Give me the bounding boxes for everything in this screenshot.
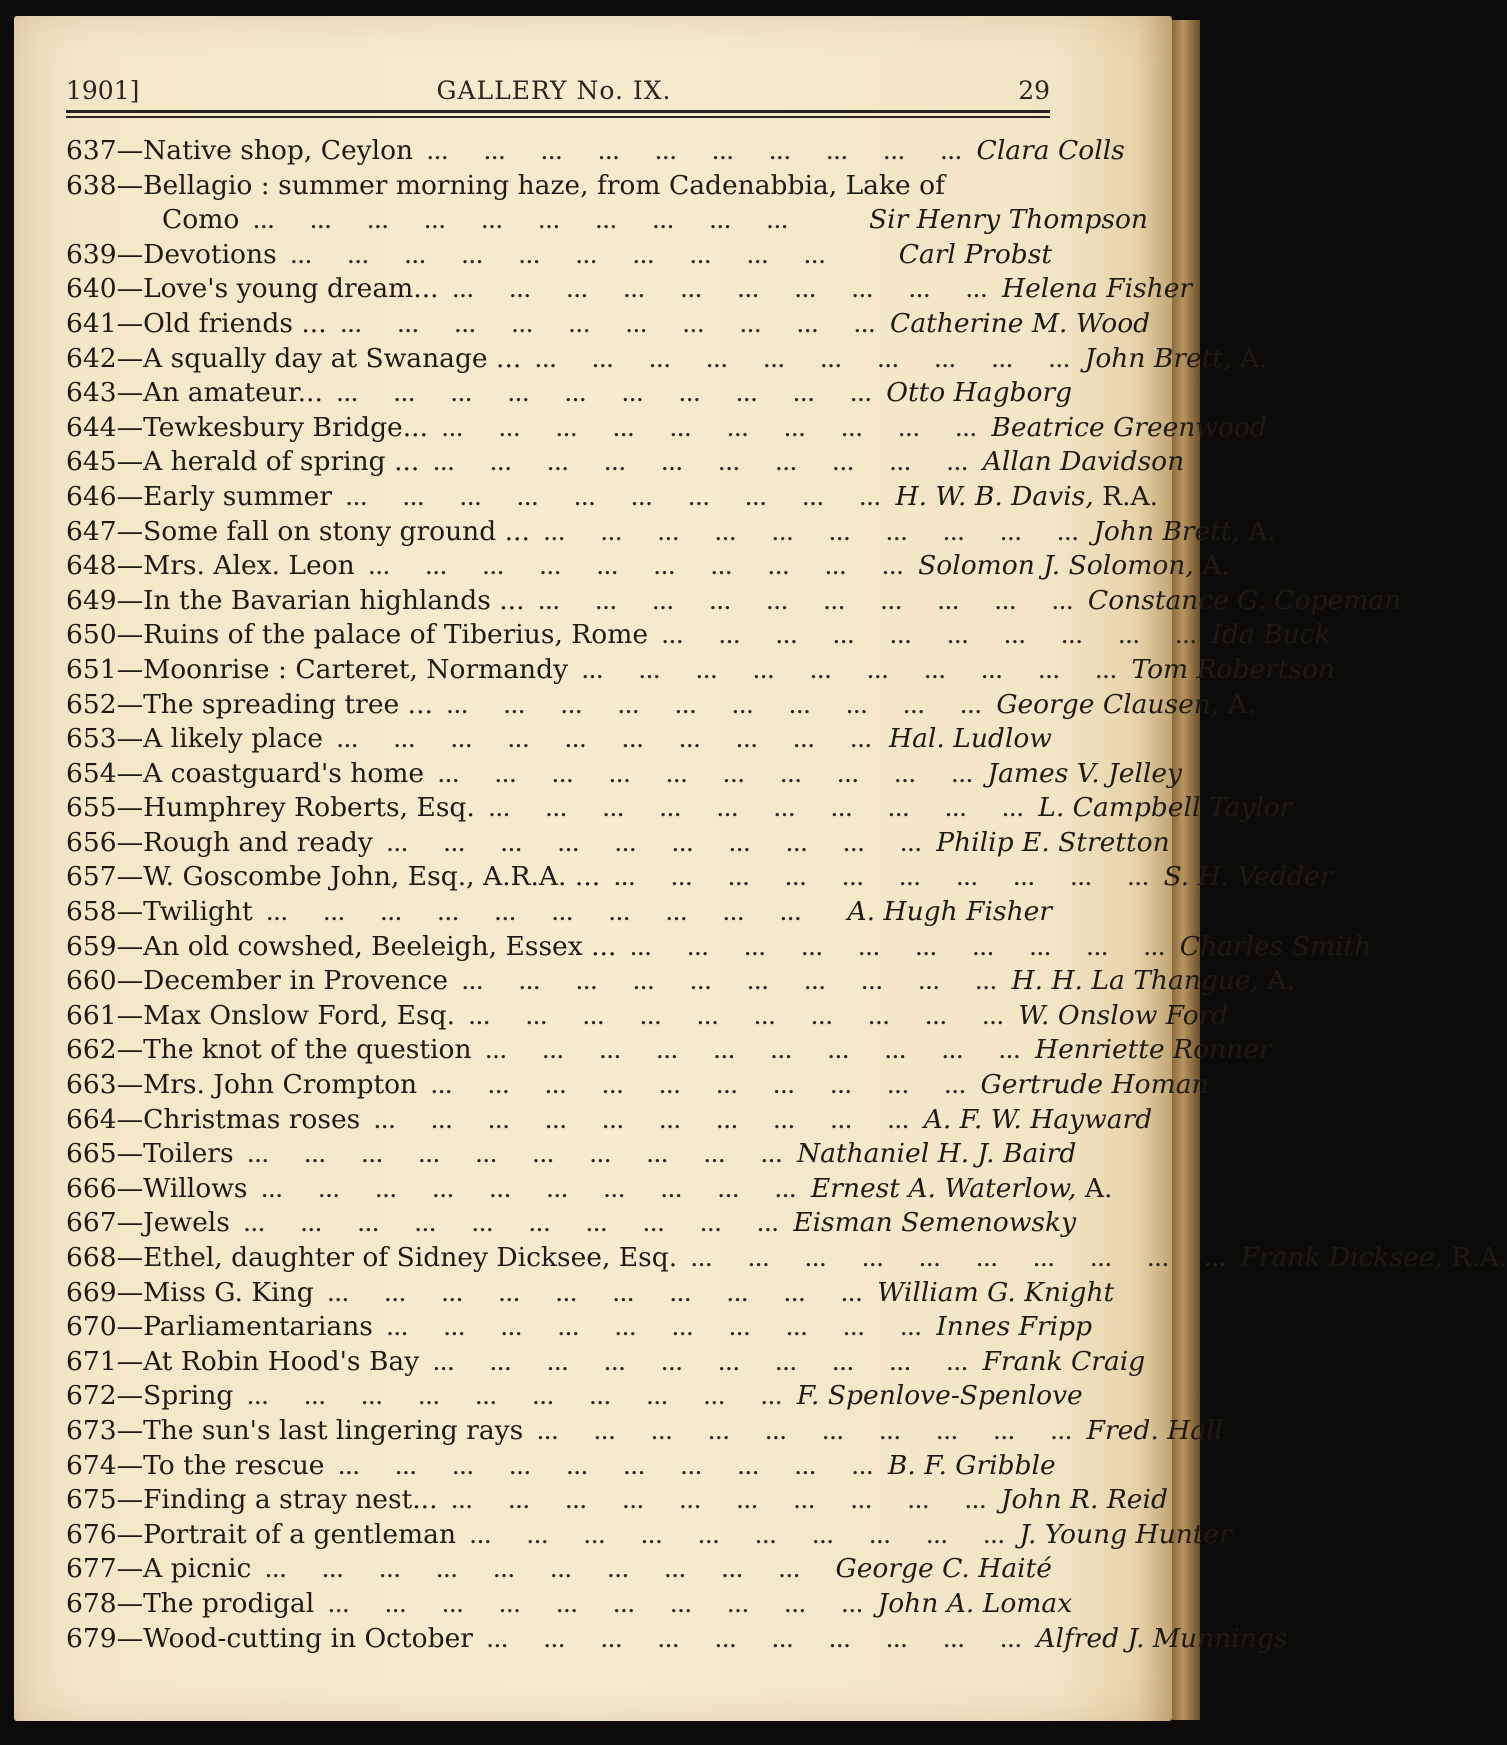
page-number: 29 xyxy=(1018,76,1050,105)
entry-title: 675—Finding a stray nest... xyxy=(66,1484,438,1516)
artist-name: Gertrude Homan xyxy=(980,1069,1209,1101)
artist-name: Alfred J. Munnings xyxy=(1036,1622,1288,1654)
entry-title: 653—A likely place xyxy=(66,723,323,755)
dot-leader: ... ... ... ... ... ... ... ... ... ... xyxy=(537,1422,1073,1444)
catalogue-entry xyxy=(66,861,1333,896)
catalogue-entry xyxy=(66,1518,1232,1554)
header-rule-thin xyxy=(66,116,1050,118)
artist-name: J. Young Hunter xyxy=(1019,1518,1232,1550)
catalogue-entry xyxy=(66,377,1073,412)
entry-artist xyxy=(1019,1519,1231,1550)
dot-leader: ... ... ... ... ... ... ... ... ... ... xyxy=(336,385,873,407)
entry-artist xyxy=(1018,1000,1228,1031)
catalogue-entry xyxy=(66,1587,1073,1623)
entry-title: 645—A herald of spring ... xyxy=(66,446,420,478)
catalogue-entry xyxy=(66,826,1170,862)
dot-leader: ... ... ... ... ... ... ... ... ... ... xyxy=(582,661,1118,683)
artist-name: B. F. Gribble xyxy=(887,1449,1056,1481)
catalogue-entry xyxy=(66,307,1151,343)
entry-title: 654—A coastguard's home xyxy=(66,757,425,789)
dot-leader: ... ... ... ... ... ... ... ... ... ... xyxy=(336,731,873,753)
artist-name: John Brett, xyxy=(1084,342,1232,374)
artist-name: H. W. B. Davis, xyxy=(895,480,1094,512)
entry-title: 678—The prodigal xyxy=(66,1587,315,1619)
entry-artist xyxy=(811,1173,1113,1204)
catalogue-entry xyxy=(66,792,1293,827)
entry-artist xyxy=(1087,1415,1223,1446)
entry-title: 648—Mrs. Alex. Leon xyxy=(66,550,355,582)
catalogue-entry xyxy=(66,273,1193,308)
dot-leader: ... ... ... ... ... ... ... ... ... ... xyxy=(438,765,974,787)
catalogue-entry xyxy=(66,135,1125,170)
entry-artist xyxy=(988,758,1183,789)
artist-name: Innes Fripp xyxy=(936,1311,1093,1343)
entry-title: 649—In the Bavarian highlands ... xyxy=(66,584,525,616)
entry-title: 674—To the rescue xyxy=(66,1449,325,1481)
entry-artist xyxy=(1038,792,1292,823)
catalogue-entry xyxy=(66,1207,1077,1242)
entry-artist xyxy=(836,1553,1052,1584)
catalogue-entry xyxy=(66,1380,1083,1415)
artist-name: Allan Davidson xyxy=(982,446,1185,478)
artist-name: A. Hugh Fisher xyxy=(847,896,1052,928)
entry-title: 660—December in Provence xyxy=(66,965,449,997)
entry-title: 673—The sun's last lingering rays xyxy=(66,1414,524,1446)
dot-leader: ... ... ... ... ... ... ... ... ... ... xyxy=(386,834,923,856)
entry-title: 668—Ethel, daughter of Sidney Dicksee, Esq. xyxy=(66,1242,678,1273)
entry-title: 666—Willows xyxy=(66,1172,248,1204)
artist-name: Philip E. Stretton xyxy=(936,826,1170,858)
entry-title: 643—An amateur... xyxy=(66,377,323,409)
catalogue-entry xyxy=(66,170,1052,205)
artist-name: L. Campbell Taylor xyxy=(1038,792,1293,824)
entry-artist xyxy=(1164,861,1333,892)
entry-title: 657—W. Goscombe John, Esq., A.R.A. ... xyxy=(66,861,601,893)
artist-name: Constance G. Copeman xyxy=(1087,584,1402,616)
entry-title: 663—Mrs. John Crompton xyxy=(66,1069,418,1101)
dot-leader: ... ... ... ... ... ... ... ... ... ... xyxy=(543,523,1080,545)
entry-title: 647—Some fall on stony ground ... xyxy=(66,515,530,547)
header-rule xyxy=(66,110,1050,113)
catalogue-entry xyxy=(66,584,1402,620)
entry-title: 672—Spring xyxy=(66,1380,234,1412)
artist-name: George C. Haité xyxy=(835,1553,1052,1585)
entry-artist xyxy=(996,689,1255,720)
artist-name: Nathaniel H. J. Baird xyxy=(796,1138,1077,1170)
header-year: 1901] xyxy=(66,76,140,105)
artist-name: H. H. La Thangue, xyxy=(1011,965,1259,997)
entry-title: 646—Early summer xyxy=(66,480,333,512)
catalogue-entry xyxy=(66,1449,1056,1485)
entry-artist xyxy=(899,239,1052,270)
catalogue-entry xyxy=(66,1311,1093,1346)
dot-leader: ... ... ... ... ... ... ... ... ... ... xyxy=(488,800,1025,822)
artist-name: Solomon J. Solomon, xyxy=(918,550,1194,582)
dot-leader: ... ... ... ... ... ... ... ... ... ... xyxy=(386,1319,923,1341)
artist-honour: A. xyxy=(1231,342,1268,374)
dot-leader: ... ... ... ... ... ... ... ... ... ... xyxy=(340,315,877,337)
dot-leader: ... ... ... ... ... ... ... ... ... ... xyxy=(266,904,803,926)
entry-artist xyxy=(983,446,1184,477)
entry-artist xyxy=(890,308,1150,339)
artist-name: Hal. Ludlow xyxy=(889,723,1052,755)
dot-leader: ... ... ... ... ... ... ... ... ... ... xyxy=(691,1250,1227,1271)
artist-name: Charles Smith xyxy=(1179,930,1372,962)
entry-title: 640—Love's young dream... xyxy=(66,273,439,305)
dot-leader: ... ... ... ... ... ... ... ... ... ... xyxy=(328,1595,864,1617)
entry-artist xyxy=(1093,516,1276,547)
catalogue-entry xyxy=(66,1034,1272,1069)
entry-title: 658—Twilight xyxy=(66,896,253,928)
artist-name: Catherine M. Wood xyxy=(890,307,1151,339)
artist-name: Eisman Semenowsky xyxy=(793,1207,1077,1239)
artist-name: Frank Craig xyxy=(982,1345,1146,1377)
entry-artist xyxy=(797,1138,1076,1169)
entry-artist xyxy=(1036,1623,1287,1654)
entry-artist xyxy=(797,1380,1083,1411)
artist-name: Ida Buck xyxy=(1211,619,1331,651)
catalogue-entry xyxy=(66,342,1268,378)
entry-title: 641—Old friends ... xyxy=(66,307,327,339)
artist-name: William G. Knight xyxy=(877,1276,1115,1308)
header-title: GALLERY No. IX. xyxy=(436,76,672,105)
artist-honour: R.A. xyxy=(1093,480,1159,512)
entry-artist xyxy=(1131,654,1335,685)
entry-title: 665—Toilers xyxy=(66,1138,234,1170)
dot-leader: ... ... ... ... ... ... ... ... ... ... xyxy=(265,1561,801,1583)
dot-leader: ... ... ... ... ... ... ... ... ... ... xyxy=(446,696,983,718)
entry-artist xyxy=(924,1104,1153,1135)
entry-title: 656—Rough and ready xyxy=(66,826,373,858)
entry-artist xyxy=(878,1588,1073,1619)
dot-leader: ... ... ... ... ... ... ... ... ... ... xyxy=(431,1077,967,1099)
dot-leader: ... ... ... ... ... ... ... ... ... ... xyxy=(470,1526,1006,1548)
artist-name: S. H. Vedder xyxy=(1163,861,1333,893)
entry-title: 638—Bellagio : summer morning haze, from Cadenabbia, Lake of xyxy=(66,169,945,201)
catalogue-entry xyxy=(66,999,1229,1035)
catalogue-entry xyxy=(66,1414,1224,1450)
entry-title: 677—A picnic xyxy=(66,1553,252,1585)
entry-artist xyxy=(991,412,1267,443)
dot-leader: ... ... ... ... ... ... ... ... ... ... xyxy=(346,488,882,510)
entry-artist xyxy=(981,1069,1209,1100)
entry-artist xyxy=(1035,1034,1271,1065)
entry-artist xyxy=(936,1311,1092,1342)
entry-artist xyxy=(889,723,1052,754)
entry-artist xyxy=(793,1207,1076,1238)
entry-title: 642—A squally day at Swanage ... xyxy=(66,342,522,374)
entry-title: 637—Native shop, Ceylon xyxy=(66,135,414,166)
catalogue-list xyxy=(66,135,1507,1657)
entry-artist xyxy=(886,377,1072,408)
catalogue-entry xyxy=(66,1138,1077,1173)
dot-leader: ... ... ... ... ... ... ... ... ... ... xyxy=(247,1146,783,1168)
artist-name: Frank Dicksee, xyxy=(1240,1242,1443,1273)
artist-honour: A. xyxy=(1258,965,1295,997)
catalogue-entry xyxy=(66,480,1159,516)
catalogue-entry xyxy=(66,930,1372,966)
dot-leader: ... ... ... ... ... ... ... ... ... ... xyxy=(433,1353,969,1375)
entry-artist xyxy=(1011,965,1294,996)
dot-leader: ... ... ... ... ... ... ... ... ... ... xyxy=(452,281,988,303)
entry-title: 664—Christmas roses xyxy=(66,1103,361,1135)
dot-leader: ... ... ... ... ... ... ... ... ... ... xyxy=(614,869,1150,891)
artist-name: Ernest A. Waterlow, xyxy=(810,1172,1077,1204)
artist-honour: A. xyxy=(1076,1172,1113,1204)
dot-leader: ... ... ... ... ... ... ... ... ... ... xyxy=(427,143,963,164)
artist-name: W. Onslow Ford xyxy=(1018,999,1229,1031)
entry-title: 669—Miss G. King xyxy=(66,1276,314,1308)
entry-title: 655—Humphrey Roberts, Esq. xyxy=(66,792,475,824)
dot-leader: ... ... ... ... ... ... ... ... ... ... xyxy=(462,973,998,995)
entry-title: 670—Parliamentarians xyxy=(66,1311,373,1343)
entry-title: 667—Jewels xyxy=(66,1207,230,1239)
entry-title: 644—Tewkesbury Bridge... xyxy=(66,411,428,443)
artist-name: Sir Henry Thompson xyxy=(868,204,1148,236)
entry-artist xyxy=(1241,1242,1507,1273)
entry-artist xyxy=(983,1346,1146,1377)
entry-artist xyxy=(848,896,1053,927)
entry-title: 651—Moonrise : Carteret, Normandy xyxy=(66,653,569,685)
artist-honour: A. xyxy=(1240,515,1276,547)
dot-leader: ... ... ... ... ... ... ... ... ... ... xyxy=(630,938,1166,960)
artist-name: John Brett, xyxy=(1093,515,1240,547)
dot-leader: ... ... ... ... ... ... ... ... ... ... xyxy=(247,1388,783,1410)
entry-title: 676—Portrait of a gentleman xyxy=(66,1518,457,1550)
dot-leader: ... ... ... ... ... ... ... ... ... ... xyxy=(368,558,905,580)
dot-leader: ... ... ... ... ... ... ... ... ... ... xyxy=(243,1215,780,1237)
catalogue-entry xyxy=(66,411,1267,447)
dot-leader: ... ... ... ... ... ... ... ... ... ... xyxy=(485,1042,1021,1064)
catalogue-entry xyxy=(66,653,1336,689)
catalogue-entry xyxy=(66,1069,1209,1104)
artist-name: F. Spenlove-Spenlove xyxy=(796,1380,1083,1412)
dot-leader: ... ... ... ... ... ... ... ... ... ... xyxy=(442,419,978,441)
dot-leader: ... ... ... ... ... ... ... ... ... ... xyxy=(327,1284,864,1306)
entry-artist xyxy=(888,1450,1056,1481)
entry-artist xyxy=(977,135,1125,166)
entry-artist xyxy=(1180,931,1371,962)
entry-artist xyxy=(895,481,1158,512)
dot-leader: ... ... ... ... ... ... ... ... ... ... xyxy=(338,1457,874,1479)
dot-leader: ... ... ... ... ... ... ... ... ... ... xyxy=(538,592,1074,614)
dot-leader: ... ... ... ... ... ... ... ... ... ... xyxy=(261,1180,797,1202)
entry-artist xyxy=(1001,1484,1168,1515)
catalogue-entry xyxy=(66,1484,1168,1519)
dot-leader: ... ... ... ... ... ... ... ... ... ... xyxy=(374,1111,910,1133)
dot-leader: ... ... ... ... ... ... ... ... ... ... xyxy=(535,350,1071,372)
artist-name: A. F. W. Hayward xyxy=(923,1103,1153,1135)
catalogue-entry xyxy=(66,723,1052,758)
catalogue-entry xyxy=(66,1553,1052,1588)
catalogue-entry xyxy=(66,1242,1507,1277)
entry-artist xyxy=(918,550,1230,581)
artist-name: Beatrice Greenwood xyxy=(991,411,1267,443)
catalogue-entry xyxy=(66,1103,1153,1139)
catalogue-entry xyxy=(66,515,1276,551)
catalogue-entry xyxy=(66,204,1148,239)
catalogue-entry xyxy=(66,446,1185,481)
dot-leader: ... ... ... ... ... ... ... ... ... ... xyxy=(662,627,1198,649)
entry-artist xyxy=(936,827,1169,858)
entry-title: 639—Devotions xyxy=(66,238,277,270)
dot-leader: ... ... ... ... ... ... ... ... ... ... xyxy=(451,1492,987,1514)
artist-name: George Clausen, xyxy=(996,688,1220,720)
artist-name: Clara Colls xyxy=(976,135,1125,166)
artist-honour: A. xyxy=(1193,550,1230,582)
catalogue-entry xyxy=(66,757,1183,793)
catalogue-entry xyxy=(66,1622,1288,1658)
catalogue-entry xyxy=(66,1345,1146,1381)
catalogue-entry xyxy=(66,550,1230,585)
dot-leader: ... ... ... ... ... ... ... ... ... ... xyxy=(433,454,969,476)
artist-name: John R. Reid xyxy=(1000,1484,1168,1516)
artist-honour: A. xyxy=(1219,688,1256,720)
entry-artist xyxy=(869,204,1148,235)
entry-title: 652—The spreading tree ... xyxy=(66,688,433,720)
artist-honour: R.A. xyxy=(1442,1242,1507,1273)
artist-name: James V. Jelley xyxy=(987,757,1183,789)
artist-name: John A. Lomax xyxy=(877,1587,1073,1619)
catalogue-entry xyxy=(66,896,1052,931)
entry-title: 671—At Robin Hood's Bay xyxy=(66,1345,420,1377)
entry-title: Como xyxy=(162,204,240,236)
entry-artist xyxy=(1211,619,1330,650)
catalogue-entry xyxy=(66,619,1331,654)
entry-artist xyxy=(1088,585,1401,616)
entry-artist xyxy=(1085,343,1268,374)
catalogue-entry xyxy=(66,1276,1115,1312)
artist-name: Tom Robertson xyxy=(1131,653,1336,685)
dot-leader: ... ... ... ... ... ... ... ... ... ... xyxy=(290,246,827,268)
artist-name: Helena Fisher xyxy=(1001,273,1193,305)
entry-title: 679—Wood-cutting in October xyxy=(66,1622,473,1654)
catalogue-entry xyxy=(66,1172,1113,1208)
catalogue-entry xyxy=(66,688,1256,724)
entry-artist xyxy=(877,1277,1114,1308)
entry-title: 650—Ruins of the palace of Tiberius, Rome xyxy=(66,619,649,651)
artist-name: Otto Hagborg xyxy=(886,377,1073,409)
entry-title: 659—An old cowshed, Beeleigh, Essex ... xyxy=(66,930,617,962)
catalogue-entry xyxy=(66,239,1052,274)
catalogue-entry xyxy=(66,965,1295,1000)
dot-leader: ... ... ... ... ... ... ... ... ... ... xyxy=(253,212,789,234)
entry-title: 661—Max Onslow Ford, Esq. xyxy=(66,999,456,1031)
dot-leader: ... ... ... ... ... ... ... ... ... ... xyxy=(486,1630,1023,1652)
artist-name: Fred. Hall xyxy=(1086,1414,1224,1446)
entry-artist xyxy=(1002,273,1192,304)
artist-name: Carl Probst xyxy=(898,238,1052,270)
artist-name: Henriette Ronner xyxy=(1034,1034,1272,1066)
entry-title: 662—The knot of the question xyxy=(66,1034,472,1066)
dot-leader: ... ... ... ... ... ... ... ... ... ... xyxy=(469,1007,1005,1029)
